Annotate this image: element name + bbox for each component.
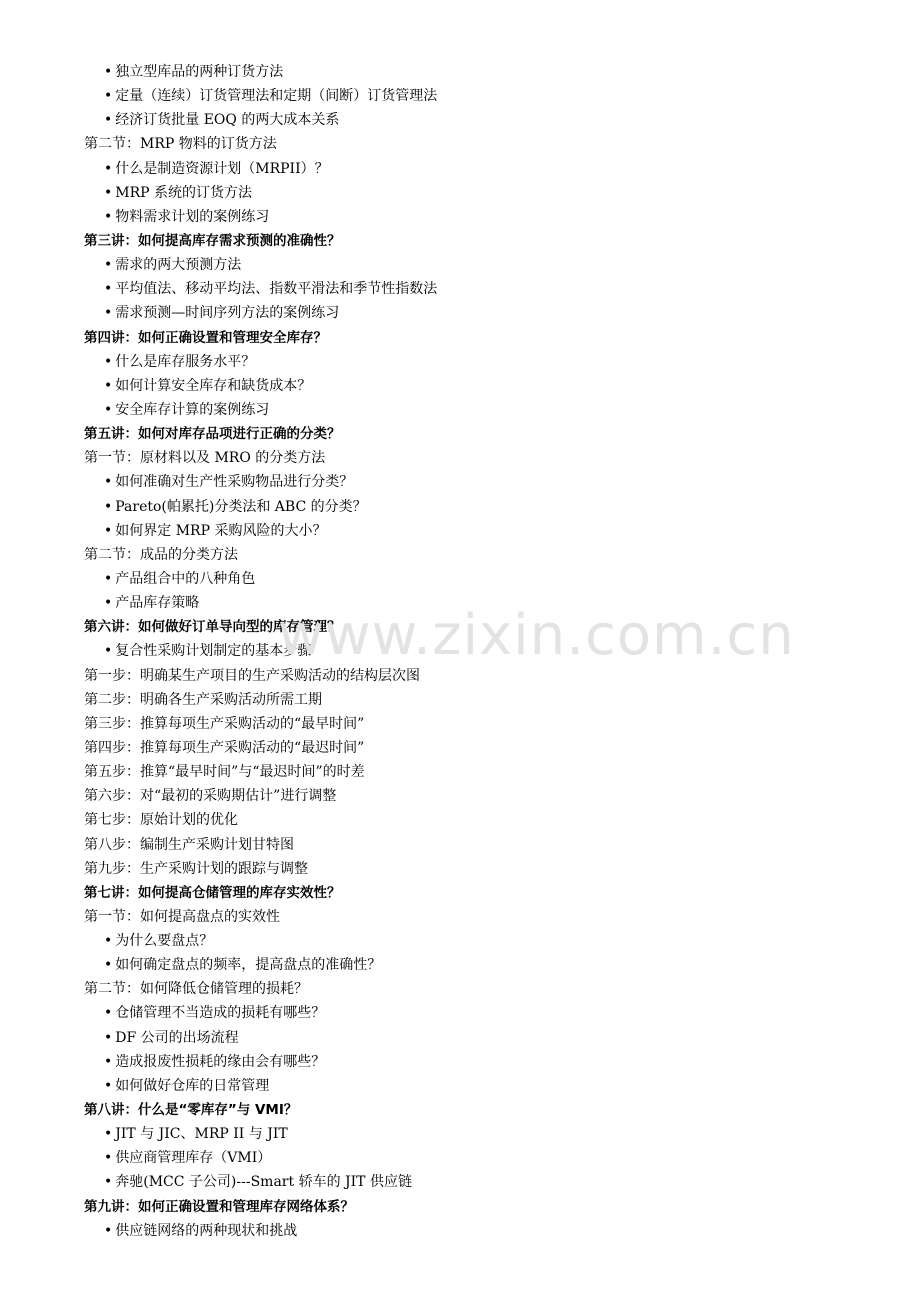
section-line: 第八步：编制生产采购计划甘特图 [84,836,294,853]
lecture-heading: 第九讲：如何正确设置和管理库存网络体系？ [84,1198,354,1215]
bullet-item: • 供应链网络的两种现状和挑战 [84,1219,864,1243]
section-line: 第二步：明确各生产采购活动所需工期 [84,691,322,708]
watermark: www.zixin.com.cn [278,603,795,668]
bullet-item: • 复合性采购计划制定的基本步骤 [84,639,864,663]
section-line: 第六步：对“最初的采购期估计”进行调整 [84,788,337,805]
section-line: 第九步：生产采购计划的跟踪与调整 [84,860,308,877]
lecture-heading: 第六讲：如何做好订单导向型的库存管理？ [84,619,341,636]
bullet-item: • 定量（连续）订货管理法和定期（间断）订货管理法 [84,84,864,108]
bullet-item: • 如何做好仓库的日常管理 [84,1074,864,1098]
lecture-heading: 第五讲：如何对库存品项进行正确的分类？ [84,426,341,443]
lecture-heading: 第七讲：如何提高仓储管理的库存实效性？ [84,884,341,901]
bullet-item: • 如何计算安全库存和缺货成本？ [84,374,864,398]
bullet-item: • 造成报废性损耗的缘由会有哪些？ [84,1050,864,1074]
bullet-item: • 供应商管理库存（VMI） [84,1146,864,1170]
section-line: 第五步：推算“最早时间”与“最迟时间”的时差 [84,764,365,781]
bullet-item: • 产品库存策略 [84,591,864,615]
bullet-item: • 需求预测—时间序列方法的案例练习 [84,301,864,325]
section-line: 第一节：如何提高盘点的实效性 [84,908,280,925]
bullet-item: • 什么是制造资源计划（MRPII）？ [84,157,864,181]
bullet-item: • 如何确定盘点的频率，提高盘点的准确性？ [84,953,864,977]
bullet-item: • 产品组合中的八种角色 [84,567,864,591]
bullet-item: • 如何准确对生产性采购物品进行分类？ [84,470,864,494]
section-line: 第四步：推算每项生产采购活动的“最迟时间” [84,739,365,756]
document-body [84,60,864,1243]
section-line: 第七步：原始计划的优化 [84,812,238,829]
bullet-item: • 经济订货批量 EOQ 的两大成本关系 [84,108,864,132]
section-line: 第二节：成品的分类方法 [84,546,238,563]
section-line: 第二节：如何降低仓储管理的损耗？ [84,981,308,998]
section-line: 第一节：原材料以及 MRO 的分类方法 [84,450,326,467]
bullet-item: • JIT 与 JIC、MRP II 与 JIT [84,1122,864,1146]
bullet-item: • 需求的两大预测方法 [84,253,864,277]
bullet-item: • 物料需求计划的案例练习 [84,205,864,229]
bullet-item: • 如何界定 MRP 采购风险的大小？ [84,519,864,543]
section-line: 第二节：MRP 物料的订货方法 [84,136,277,153]
bullet-item: • 什么是库存服务水平？ [84,350,864,374]
section-line: 第一步：明确某生产项目的生产采购活动的结构层次图 [84,667,420,684]
section-line: 第三步：推算每项生产采购活动的“最早时间” [84,715,365,732]
bullet-item: • 安全库存计算的案例练习 [84,398,864,422]
lecture-heading: 第八讲：什么是“零库存”与 VMI？ [84,1102,298,1119]
bullet-item: • 仓储管理不当造成的损耗有哪些？ [84,1001,864,1025]
bullet-item: • DF 公司的出场流程 [84,1026,864,1050]
bullet-item: • Pareto(帕累托)分类法和 ABC 的分类？ [84,495,864,519]
bullet-item: • 为什么要盘点？ [84,929,864,953]
bullet-item: • 奔驰(MCC 子公司)---Smart 轿车的 JIT 供应链 [84,1170,864,1194]
bullet-item: • 独立型库品的两种订货方法 [84,60,864,84]
bullet-item: • MRP 系统的订货方法 [84,181,864,205]
lecture-heading: 第四讲：如何正确设置和管理安全库存？ [84,329,327,346]
lecture-heading: 第三讲：如何提高库存需求预测的准确性？ [84,232,341,249]
bullet-item: • 平均值法、移动平均法、指数平滑法和季节性指数法 [84,277,864,301]
